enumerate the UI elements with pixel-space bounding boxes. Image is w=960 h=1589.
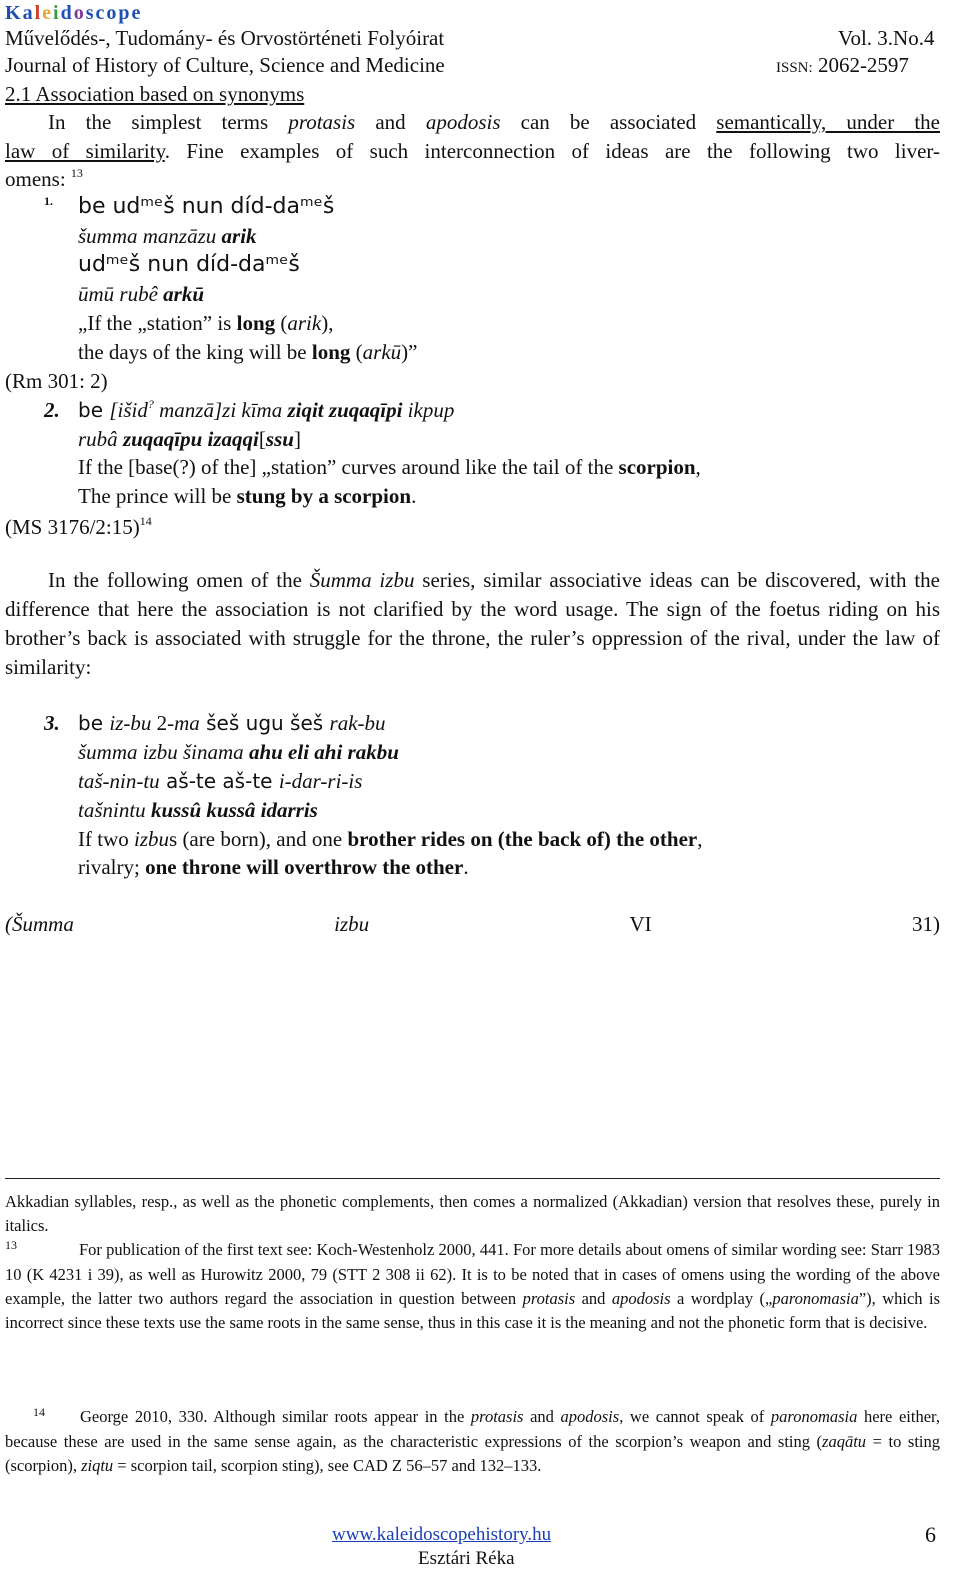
- author-name: Esztári Réka: [418, 1548, 515, 1569]
- para2-a: In the following omen of the: [48, 568, 310, 592]
- omen-2-l4c: .: [411, 484, 417, 508]
- omen-1-translation-1: [78, 309, 333, 338]
- omen-2-l2c: [: [258, 427, 266, 451]
- omen-3-l6a: rivalry;: [78, 855, 146, 879]
- footnote-separator: [5, 1178, 940, 1179]
- omen-2-translation-2: [78, 482, 416, 511]
- fn14-h: zaqātu: [822, 1432, 867, 1451]
- fn14-b: protasis: [470, 1407, 524, 1426]
- omen-3-number: 3.: [44, 711, 60, 735]
- journal-title-en: Journal of History of Culture, Science and Medicine: [5, 53, 445, 77]
- volume-number: Vol. 3.No.4: [838, 26, 935, 50]
- footnote-ref-14[interactable]: 14: [139, 514, 152, 528]
- logo-letter: p: [118, 2, 132, 24]
- footnote-13: [5, 1238, 940, 1335]
- omen-1-transliteration-1: be udᵐᵉš nun díd-daᵐᵉš: [78, 194, 335, 219]
- logo-letter: l: [34, 2, 43, 24]
- omen-1-l6b: long: [311, 340, 351, 364]
- omen-2-ref-text: (MS 3176/2:15): [5, 515, 140, 539]
- fn13-g: ”), which is incorrect since these texts use the same roots in the same sense, thus in this case it is the meaning and not the phonetic form that is decisive.: [5, 1289, 940, 1332]
- footnote-ref-13[interactable]: 13: [70, 166, 83, 180]
- logo-letter: o: [73, 2, 86, 24]
- omen-1-l2b: arik: [221, 224, 257, 248]
- omen-3-l5b: izbu: [134, 827, 170, 851]
- omen-3-l5e: ,: [697, 827, 703, 851]
- omen-2-l4a: The prince will be: [78, 484, 237, 508]
- omen-2-translation-1: [78, 453, 701, 482]
- fn14-d: apodosis: [560, 1407, 620, 1426]
- omen-1-reference: (Rm 301: 2): [5, 369, 108, 393]
- omen-3-l5d: brother rides on (the back of) the other: [347, 827, 698, 851]
- omen-3-ref-3: VI: [629, 912, 652, 936]
- omen-1-l5d: arik: [287, 311, 322, 335]
- p1-text-b: can be associated: [500, 110, 717, 134]
- omen-1-l6d: arkū: [362, 340, 402, 364]
- para2-b: Šumma izbu: [309, 568, 415, 592]
- fn14-k: = scorpion tail, scorpion sting), see CAD Z 56–57 and 132–133.: [113, 1456, 542, 1475]
- omen-1-l6e: )”: [401, 340, 418, 364]
- omen-1-l4a: ūmū rubê: [78, 282, 164, 306]
- omen-1-number: 1.: [44, 194, 53, 208]
- omen-3-ref-1: (Šumma: [5, 912, 74, 936]
- fn13-d: apodosis: [611, 1289, 671, 1308]
- logo-letter: i: [53, 2, 61, 24]
- omen-2-l1c: ]zi kīma: [213, 398, 288, 422]
- logo-letter: o: [106, 2, 119, 24]
- omen-3-l5a: If two: [78, 827, 134, 851]
- omen-2-l3c: ,: [695, 455, 701, 479]
- omen-3-l1d: ma: [174, 711, 200, 735]
- logo-letter: e: [42, 2, 54, 24]
- omen-3-l2b: ahu eli ahi rakbu: [248, 740, 399, 764]
- omen-3-l1e: šeš ugu šeš: [199, 711, 330, 735]
- p1-text-c: . Fine examples of such interconnection of ideas are the following two liver-: [164, 139, 940, 163]
- omen-3-l1b: iz-bu: [109, 711, 152, 735]
- omen-1-l5c: (: [275, 311, 288, 335]
- omen-3-l4b: kussû kussâ idarris: [150, 798, 318, 822]
- omen-1-l5b: long: [236, 311, 276, 335]
- omen-1-l4b: arkū: [163, 282, 205, 306]
- fn14-i: = to sting (scorpion),: [5, 1432, 940, 1475]
- omen-3-translation-2: [78, 853, 469, 882]
- p1-text: In the simplest terms: [48, 110, 289, 134]
- omen-1-l2a: šumma manzāzu: [78, 224, 222, 248]
- section-heading: 2.1 Association based on synonyms: [5, 82, 305, 106]
- p1-apodosis: apodosis: [425, 110, 501, 134]
- omen-3-l1a: be: [78, 711, 110, 735]
- omen-3-line-2: [78, 738, 399, 767]
- para2-c: series, similar associative ideas can be discovered, with the difference that here the association is not clarified by the word usage. The sign of the foetus riding on his brother’s back is associated with struggle for the throne, the ruler’s oppression of the rival, under the law of similarity:: [5, 568, 940, 679]
- fn14-a: George 2010, 330. Although similar roots appear in the: [80, 1407, 471, 1426]
- omen-3-l3a: taš-nin-tu: [78, 769, 160, 793]
- issn-value: 2062-2597: [817, 53, 909, 77]
- fn13-c: and: [575, 1289, 612, 1308]
- fn13-e: a wordplay („: [670, 1289, 773, 1308]
- omen-2-l1d: ziqit zuqaqīpi: [287, 398, 403, 422]
- p1-protasis: protasis: [288, 110, 356, 134]
- omen-3-translation-1: [78, 825, 702, 854]
- footnote-14-number: 14: [33, 1405, 45, 1419]
- omen-3-l3b: aš-te aš-te: [159, 769, 279, 793]
- omen-2-line-1: [78, 396, 454, 428]
- logo-letter: c: [95, 2, 107, 24]
- omen-3-l1c: 2-: [151, 711, 175, 735]
- journal-title-hu: Művelődés-, Tudomány- és Orvostörténeti Folyóirat: [5, 26, 445, 50]
- omen-1-normalized-1: [78, 222, 257, 251]
- footnote-13-number: 13: [5, 1238, 17, 1252]
- footnote-14: [5, 1405, 940, 1478]
- fn14-f: paronomasia: [770, 1407, 858, 1426]
- issn-label: ISSN:: [776, 60, 813, 76]
- omen-2-l2b: zuqaqīpu izaqqi: [122, 427, 259, 451]
- footnote-continuation: Akkadian syllables, resp., as well as the phonetic complements, then comes a normalized (Akkadian) version that resolves these, purely in italics.: [5, 1192, 940, 1235]
- issn: [776, 54, 909, 79]
- omen-3-l2a: šumma izbu šinama: [78, 740, 249, 764]
- paragraph-1-line-1: [48, 108, 940, 137]
- fn14-g: here either, because these are used in the same sense again, as the characteristic expressions of the scorpion’s weapon and sting (: [5, 1407, 940, 1451]
- logo-letter: K: [5, 2, 23, 24]
- paragraph-1-line-3: [5, 165, 83, 197]
- logo-letter: a: [22, 2, 35, 24]
- logo-letter: s: [85, 2, 96, 24]
- omen-3-reference: [5, 910, 940, 939]
- omen-3-l6c: .: [463, 855, 469, 879]
- fn14-c: and: [523, 1407, 561, 1426]
- omen-1-transliteration-2: udᵐᵉš nun díd-daᵐᵉš: [78, 252, 300, 277]
- omen-2-l1a: [išid: [109, 398, 148, 422]
- omen-3-line-4: [78, 796, 318, 825]
- paragraph-1-line-2: [5, 137, 940, 166]
- omen-1-l6a: the days of the king will be: [78, 340, 312, 364]
- omen-1-l6c: (: [350, 340, 363, 364]
- journal-logo: [5, 2, 142, 25]
- omen-1-translation-2: [78, 338, 417, 367]
- omen-2-be: be: [78, 398, 110, 422]
- omen-3-l5c: s (are born), and one: [169, 827, 348, 851]
- omen-2-l1e: ikpup: [402, 398, 455, 422]
- omen-2-l2a: rubâ: [78, 427, 123, 451]
- p1-and: and: [355, 110, 426, 134]
- fn13-b: protasis: [522, 1289, 576, 1308]
- page-number: 6: [925, 1522, 936, 1547]
- omen-2-l2d: ssu: [265, 427, 294, 451]
- omen-2-l3b: scorpion: [618, 455, 696, 479]
- omen-2-l1q: ?: [147, 397, 154, 411]
- paragraph-2: [5, 566, 940, 682]
- omen-2-l1b: manzā: [153, 398, 214, 422]
- p1-text-d: omens:: [5, 167, 71, 191]
- omen-2-line-2: [78, 425, 301, 454]
- omen-3-line-3: [78, 767, 362, 796]
- omen-3-l4a: tašnintu: [78, 798, 151, 822]
- omen-2-number: 2.: [44, 398, 60, 422]
- omen-3-ref-2: izbu: [334, 912, 370, 936]
- omen-1-l5e: ),: [321, 311, 334, 335]
- omen-3-ref-4: 31): [912, 912, 940, 936]
- omen-2-reference: [5, 513, 152, 545]
- omen-3-l6b: one throne will overthrow the other: [145, 855, 464, 879]
- omen-2-l4b: stung by a scorpion: [236, 484, 412, 508]
- website-link[interactable]: www.kaleidoscopehistory.hu: [332, 1524, 552, 1545]
- fn13-f: paronomasia: [772, 1289, 859, 1308]
- omen-2-l2e: ]: [293, 427, 301, 451]
- omen-2-l3a: If the [base(?) of the] „station” curves around like the tail of the: [78, 455, 619, 479]
- fn13-a: For publication of the first text see: Koch-Westenholz 2000, 441. For more details about omens of similar wording see: Starr 1983 10 (K 4231 i 39), as well as Hurowitz 2000, 79 (STT 2 308 ii 62). It is to be noted that in cases of omens using the wording of the above example, the latter two authors regard the association in question between: [5, 1240, 940, 1308]
- omen-3-l1f: rak-bu: [329, 711, 386, 735]
- logo-letter: e: [131, 2, 143, 24]
- omen-3-line-1: [78, 709, 386, 738]
- fn14-j: ziqtu: [81, 1456, 114, 1475]
- fn14-e: , we cannot speak of: [619, 1407, 771, 1426]
- p1-underlined-2: law of similarity: [5, 139, 165, 163]
- p1-underlined: semantically, under the: [716, 110, 940, 134]
- omen-3-l3c: i-dar-ri-is: [278, 769, 363, 793]
- logo-letter: d: [60, 2, 74, 24]
- omen-1-l5a: „If the „station” is: [78, 311, 237, 335]
- omen-1-normalized-2: [78, 280, 204, 309]
